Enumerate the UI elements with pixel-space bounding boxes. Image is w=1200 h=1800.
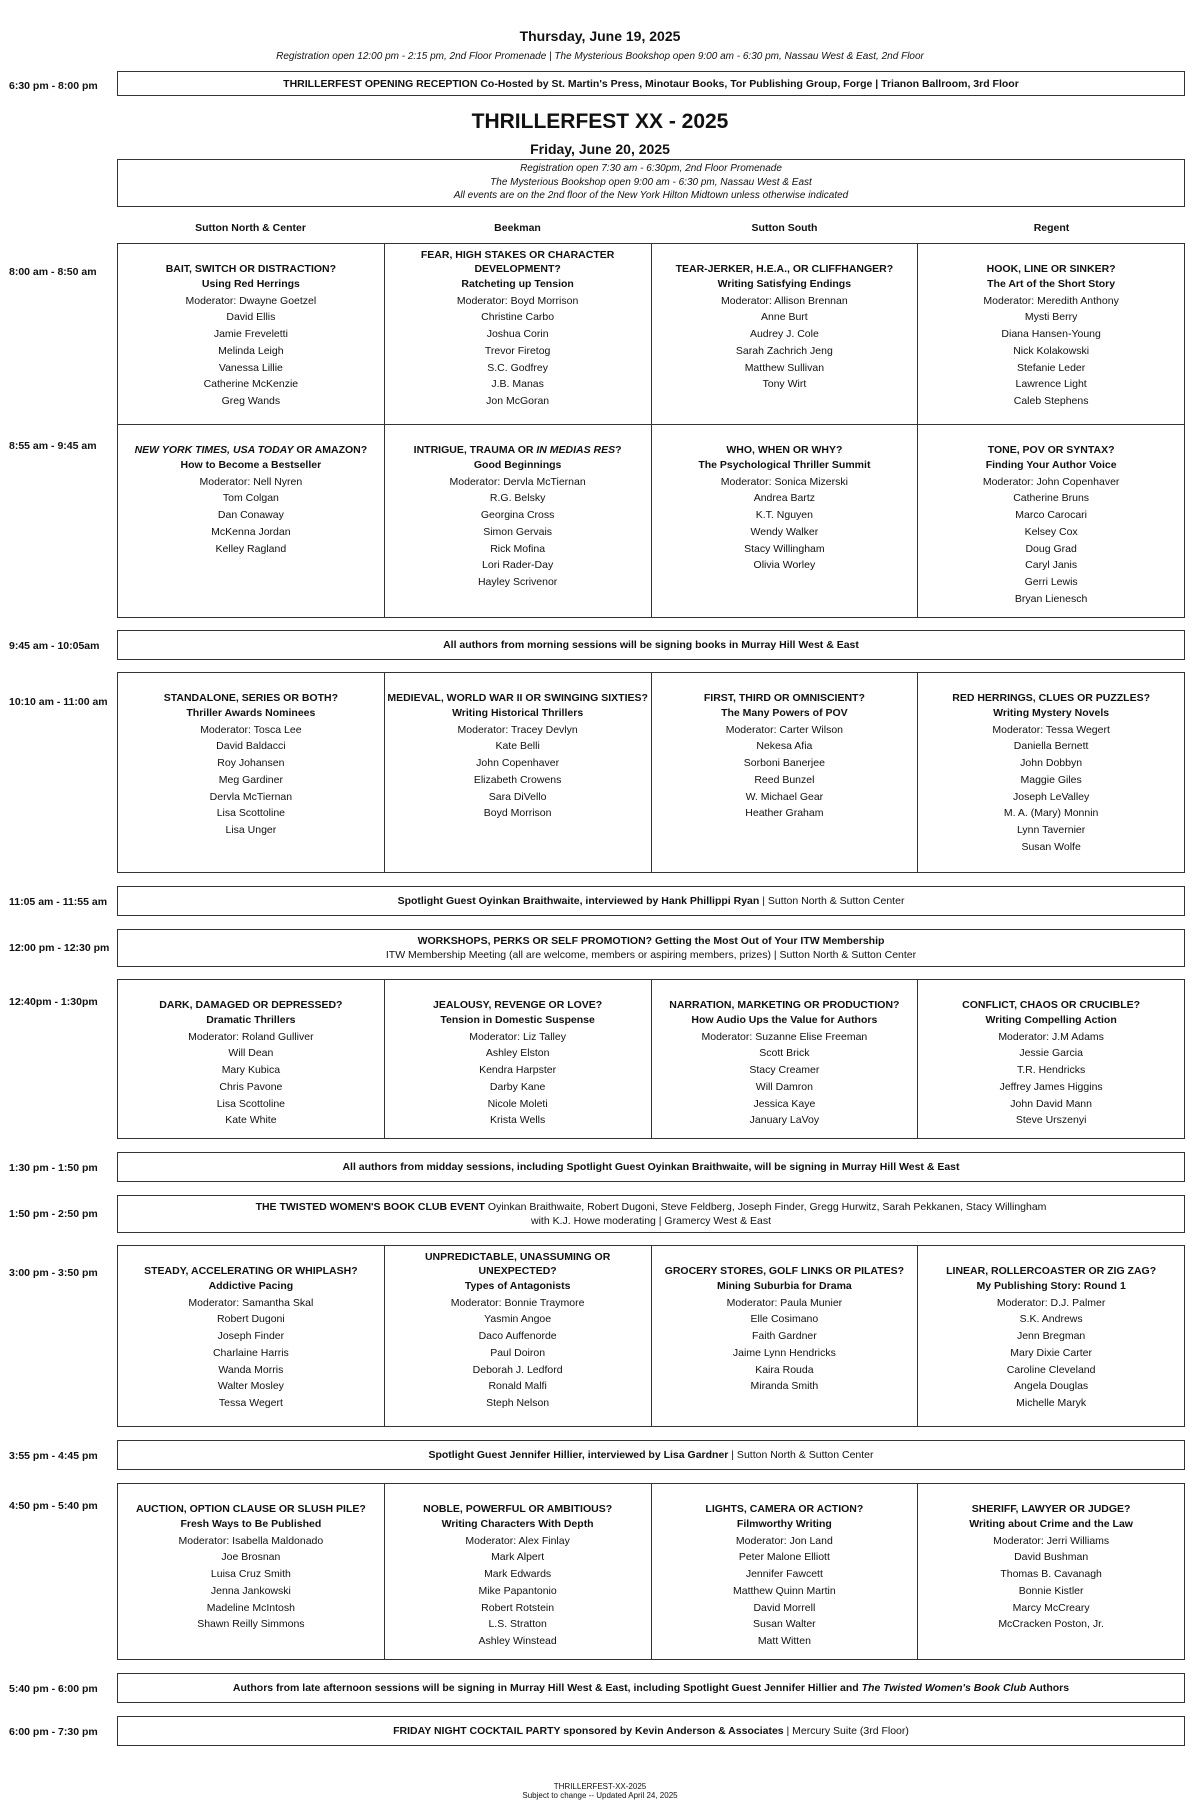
panelist: Wendy Walker (750, 525, 819, 538)
panel-moderator: Moderator: Paula Munier (726, 1296, 843, 1309)
panel-title: CONFLICT, CHAOS OR CRUCIBLE? (962, 998, 1141, 1011)
panel-title-part: INTRIGUE, TRAUMA OR (413, 443, 537, 456)
panel-title-part: OR AMAZON? (293, 443, 368, 456)
panelist: Lisa Unger (225, 823, 277, 836)
footer-updated: Subject to change -- Updated April 24, 2025 (522, 1791, 678, 1800)
panel-title: HOOK, LINE OR SINKER? (986, 262, 1116, 275)
footer (0, 1782, 1200, 1800)
panelist: Daniella Bernett (1013, 740, 1089, 753)
panelist: J.B. Manas (491, 378, 544, 391)
panel-moderator: Moderator: Tracey Devlyn (457, 723, 578, 736)
room-header: Sutton South (751, 222, 818, 234)
panelist: S.C. Godfrey (487, 361, 548, 374)
panelist: Ashley Winstead (478, 1634, 557, 1647)
panelist: Audrey J. Cole (749, 328, 819, 341)
panel-moderator: Moderator: Dervla McTiernan (449, 475, 586, 488)
thursday-date: Thursday, June 19, 2025 (519, 28, 681, 44)
panel-cell (652, 980, 919, 1138)
event-time: 1:50 pm - 2:50 pm (9, 1208, 98, 1220)
panelist: Jamie Freveletti (213, 328, 288, 341)
panel-cell (118, 1246, 385, 1426)
panelist: John Copenhaver (476, 757, 560, 770)
panelist: Joe Brosnan (221, 1551, 281, 1564)
panelist: W. Michael Gear (745, 790, 824, 803)
late-signing-club: The Twisted Women's Book Club (861, 1682, 1027, 1694)
panel-subtitle: Mining Suburbia for Drama (716, 1280, 852, 1292)
session-time: 4:50 pm - 5:40 pm (9, 1500, 98, 1512)
panel-title (118, 425, 384, 457)
event-time: 6:00 pm - 7:30 pm (9, 1726, 98, 1738)
panel-title: AUCTION, OPTION CLAUSE OR SLUSH PILE? (135, 1502, 366, 1515)
panelist: Caroline Cleveland (1006, 1363, 1096, 1376)
event-time: 12:00 pm - 12:30 pm (9, 942, 110, 954)
panelist: David Morrell (753, 1601, 816, 1614)
panel-title: TONE, POV OR SYNTAX? (987, 443, 1115, 456)
session-grid (117, 1483, 1185, 1660)
panelist: K.T. Nguyen (755, 509, 813, 522)
panelist: Elizabeth Crowens (473, 773, 562, 786)
panel-moderator: Moderator: Carter Wilson (725, 723, 844, 736)
panelist: Wanda Morris (218, 1363, 284, 1376)
panelist: Doug Grad (1025, 542, 1077, 555)
footer-title: THRILLERFEST-XX-2025 (553, 1782, 647, 1791)
panelist: Lisa Scottoline (216, 1097, 286, 1110)
event-time: 9:45 am - 10:05am (9, 640, 100, 652)
panelist: Lisa Scottoline (216, 807, 286, 820)
panelist: Melinda Leigh (218, 344, 284, 357)
panel-moderator: Moderator: Alex Finlay (465, 1534, 570, 1547)
panel-title-part: NEW YORK TIMES, USA TODAY (134, 443, 294, 456)
panelist: John David Mann (1010, 1097, 1092, 1110)
panel-title: STEADY, ACCELERATING OR WHIPLASH? (144, 1264, 358, 1277)
cocktail-party (117, 1716, 1185, 1746)
panelist: Kelley Ragland (215, 542, 287, 555)
panel-subtitle: My Publishing Story: Round 1 (976, 1280, 1126, 1292)
panel-title: GROCERY STORES, GOLF LINKS OR PILATES? (664, 1264, 905, 1277)
reception-time: 6:30 pm - 8:00 pm (9, 80, 98, 92)
festival-title: THRILLERFEST XX - 2025 (471, 110, 729, 133)
panelist: T.R. Hendricks (1016, 1064, 1086, 1077)
panelist: Lawrence Light (1015, 378, 1087, 391)
panel-cell (118, 425, 385, 617)
panel-cell (652, 425, 919, 617)
panelist: Stacy Creamer (749, 1064, 820, 1077)
spotlight-title: Spotlight Guest Oyinkan Braithwaite, interviewed by Hank Phillippi Ryan (397, 895, 760, 907)
panel-moderator: Moderator: Roland Gulliver (188, 1030, 314, 1043)
panelist: Rick Mofina (490, 542, 546, 555)
book-club-title: THE TWISTED WOMEN'S BOOK CLUB EVENT (255, 1201, 485, 1213)
book-club-event (117, 1195, 1185, 1233)
event-time: 1:30 pm - 1:50 pm (9, 1162, 98, 1174)
panel-moderator: Moderator: Boyd Morrison (456, 294, 579, 307)
panelist: Steph Nelson (486, 1396, 550, 1409)
panelist: Jeffrey James Higgins (999, 1080, 1103, 1093)
panelist: Peter Malone Elliott (738, 1551, 830, 1564)
panel-subtitle: How Audio Ups the Value for Authors (691, 1014, 878, 1026)
book-club-authors: Oyinkan Braithwaite, Robert Dugoni, Steve Feldberg, Joseph Finder, Gregg Hurwitz, Sarah Pekkanen, Stacy Willingham (484, 1201, 1047, 1213)
panel-title: BAIT, SWITCH OR DISTRACTION? (165, 262, 337, 275)
panel-subtitle: Using Red Herrings (201, 278, 300, 290)
panelist: Will Damron (755, 1080, 813, 1093)
panel-cell (118, 980, 385, 1138)
panel-subtitle: Tension in Domestic Suspense (440, 1014, 595, 1026)
panel-moderator: Moderator: Jerri Williams (993, 1534, 1110, 1547)
panelist: Greg Wands (221, 394, 281, 407)
panel-title (385, 425, 651, 457)
panel-cell (385, 673, 652, 872)
panelist: S.K. Andrews (1019, 1313, 1083, 1326)
panel-cell (652, 1246, 919, 1426)
opening-reception: THRILLERFEST OPENING RECEPTION Co-Hosted by St. Martin's Press, Minotaur Books, Tor Publishing Group, Forge | Trianon Ballroom, 3rd Floor (117, 71, 1185, 96)
panelist: Vanessa Lillie (218, 361, 283, 374)
session-time: 10:10 am - 11:00 am (9, 696, 108, 708)
panelist: Scott Brick (759, 1047, 810, 1060)
panelist: Joseph Finder (217, 1330, 285, 1343)
panel-subtitle: The Psychological Thriller Summit (698, 459, 871, 471)
panel-cell (918, 1246, 1184, 1426)
panelist: Mysti Berry (1024, 311, 1078, 324)
spotlight-location: | Sutton North & Sutton Center (759, 895, 905, 907)
panelist: Sara DiVello (488, 790, 547, 803)
panelist: Marco Carocari (1015, 509, 1088, 522)
panel-subtitle: Writing Historical Thrillers (452, 707, 584, 719)
panelist: Mike Papantonio (478, 1584, 557, 1597)
panelist: Robert Rotstein (481, 1601, 555, 1614)
panelist: Jaime Lynn Hendricks (732, 1346, 836, 1359)
friday-date: Friday, June 20, 2025 (530, 141, 670, 157)
panelist: David Ellis (226, 311, 276, 324)
panelist: Catherine Bruns (1013, 492, 1090, 505)
panelist: Yasmin Angoe (484, 1313, 552, 1326)
panelist: Tessa Wegert (218, 1396, 283, 1409)
panelist: Faith Gardner (751, 1330, 817, 1343)
panel-cell (918, 673, 1184, 872)
panelist: Marcy McCreary (1012, 1601, 1090, 1614)
panelist: L.S. Stratton (488, 1618, 547, 1631)
panel-subtitle: Dramatic Thrillers (206, 1014, 296, 1026)
panelist: Nekesa Afia (756, 740, 813, 753)
panelist: Kate White (225, 1114, 277, 1127)
panel-title-part: ? (615, 443, 622, 456)
panel-cell (385, 425, 652, 617)
panelist: January LaVoy (749, 1114, 820, 1127)
panelist: Tom Colgan (222, 492, 279, 505)
panel-subtitle: Ratcheting up Tension (461, 278, 574, 290)
panelist: Paul Doiron (490, 1346, 546, 1359)
panelist: Susan Wolfe (1021, 840, 1081, 853)
panel-moderator: Moderator: Samantha Skal (188, 1296, 314, 1309)
session-grid (117, 672, 1185, 873)
panelist: Maggie Giles (1020, 773, 1082, 786)
panel-title: FEAR, HIGH STAKES OR CHARACTER DEVELOPMENT? (420, 249, 615, 275)
panelist: Olivia Worley (753, 559, 816, 572)
panel-cell (385, 1484, 652, 1659)
panel-title: WHO, WHEN OR WHY? (726, 443, 843, 456)
panelist: Steve Urszenyi (1015, 1114, 1087, 1127)
panelist: Jenn Bregman (1016, 1330, 1086, 1343)
panelist: Ashley Elston (485, 1047, 550, 1060)
panelist: Stefanie Leder (1016, 361, 1086, 374)
panelist: Ronald Malfi (488, 1380, 547, 1393)
room-header: Regent (1033, 222, 1070, 234)
panel-subtitle: The Many Powers of POV (721, 707, 848, 719)
panel-subtitle: Writing Compelling Action (985, 1014, 1117, 1026)
panel-cell (652, 244, 919, 424)
panelist: Heather Graham (745, 807, 824, 820)
panelist: Matthew Sullivan (744, 361, 825, 374)
event-time: 3:55 pm - 4:45 pm (9, 1450, 98, 1462)
panelist: R.G. Belsky (489, 492, 546, 505)
session-grid (117, 243, 1185, 425)
panelist: Christine Carbo (481, 311, 555, 324)
panelist: Bonnie Kistler (1018, 1584, 1084, 1597)
panelist: Walter Mosley (217, 1380, 284, 1393)
panel-cell (118, 1484, 385, 1659)
panel-subtitle: How to Become a Bestseller (180, 459, 322, 471)
workshop-title: WORKSHOPS, PERKS OR SELF PROMOTION? Getting the Most Out of Your ITW Membership (417, 935, 885, 947)
panelist: McCracken Poston, Jr. (998, 1618, 1104, 1631)
panel-cell (118, 244, 385, 424)
spotlight-hillier (117, 1440, 1185, 1470)
panelist: Bryan Lienesch (1014, 592, 1088, 605)
late-signing-end: Authors (1026, 1682, 1070, 1694)
spotlight-title: Spotlight Guest Jennifer Hillier, interviewed by Lisa Gardner (428, 1449, 729, 1461)
panelist: Jon McGoran (486, 394, 550, 407)
panelist: Deborah J. Ledford (472, 1363, 563, 1376)
panel-cell (385, 244, 652, 424)
itw-workshop (117, 929, 1185, 967)
panelist: Jessica Kaye (753, 1097, 816, 1110)
panelist: Thomas B. Cavanagh (1000, 1568, 1102, 1581)
panelist: Catherine McKenzie (203, 378, 299, 391)
panelist: Anne Burt (761, 311, 808, 324)
panel-cell (118, 673, 385, 872)
book-club-detail: with K.J. Howe moderating | Gramercy West & East (530, 1215, 772, 1227)
panel-subtitle: Thriller Awards Nominees (186, 707, 316, 719)
panelist: Dan Conaway (217, 509, 284, 522)
session-time: 8:55 am - 9:45 am (9, 440, 97, 452)
panel-moderator: Moderator: Isabella Maldonado (178, 1534, 324, 1547)
panelist: David Bushman (1014, 1551, 1089, 1564)
panel-subtitle: Writing Satisfying Endings (717, 278, 852, 290)
panelist: Georgina Cross (480, 509, 555, 522)
panelist: Meg Gardiner (218, 773, 283, 786)
panel-moderator: Moderator: Liz Talley (469, 1030, 566, 1043)
panelist: Sorboni Banerjee (743, 757, 825, 770)
panel-title-part: IN MEDIAS RES (536, 443, 616, 456)
panel-subtitle: Fresh Ways to Be Published (180, 1518, 322, 1530)
panelist: Luisa Cruz Smith (210, 1568, 291, 1581)
panelist: Will Dean (228, 1047, 274, 1060)
panelist: Charlaine Harris (212, 1346, 289, 1359)
panel-title: LIGHTS, CAMERA OR ACTION? (705, 1502, 864, 1515)
panel-moderator: Moderator: Nell Nyren (199, 475, 303, 488)
session-time: 3:00 pm - 3:50 pm (9, 1267, 98, 1279)
panel-subtitle: Filmworthy Writing (736, 1518, 832, 1530)
midday-signing: All authors from midday sessions, including Spotlight Guest Oyinkan Braithwaite, will be signing in Murray Hill West & East (117, 1152, 1185, 1182)
panelist: Sarah Zachrich Jeng (735, 344, 833, 357)
panel-moderator: Moderator: Allison Brennan (721, 294, 848, 307)
panel-moderator: Moderator: Sonica Mizerski (720, 475, 848, 488)
panelist: Krista Wells (490, 1114, 546, 1127)
panelist: Jenna Jankowski (210, 1584, 291, 1597)
room-header: Beekman (494, 222, 541, 234)
panelist: Joseph LeValley (1012, 790, 1090, 803)
panel-cell (652, 673, 919, 872)
panel-subtitle: Addictive Pacing (208, 1280, 294, 1292)
panel-title: NOBLE, POWERFUL OR AMBITIOUS? (423, 1502, 613, 1515)
panelist: Diana Hansen-Young (1001, 328, 1101, 341)
panelist: David Baldacci (216, 740, 286, 753)
panelist: Nick Kolakowski (1013, 344, 1090, 357)
panelist: John Dobbyn (1020, 757, 1083, 770)
panelist: McKenna Jordan (211, 525, 291, 538)
panel-title: JEALOUSY, REVENGE OR LOVE? (433, 998, 603, 1011)
panelist: Lori Rader-Day (482, 559, 554, 572)
panel-cell (918, 425, 1184, 617)
panelist: Reed Bunzel (754, 773, 815, 786)
panelist: Angela Douglas (1014, 1380, 1089, 1393)
panel-subtitle: Writing Mystery Novels (993, 707, 1110, 719)
panelist: Nicole Moleti (487, 1097, 548, 1110)
panel-subtitle: The Art of the Short Story (987, 278, 1116, 290)
panelist: Michelle Maryk (1016, 1396, 1087, 1409)
panel-cell (918, 1484, 1184, 1659)
panelist: Caleb Stephens (1013, 394, 1089, 407)
panelist: Mark Edwards (484, 1568, 552, 1581)
panelist: Matthew Quinn Martin (733, 1584, 836, 1597)
event-time: 11:05 am - 11:55 am (9, 896, 108, 908)
panel-title: RED HERRINGS, CLUES OR PUZZLES? (952, 691, 1150, 704)
party-location: | Mercury Suite (3rd Floor) (783, 1725, 909, 1737)
panel-subtitle: Finding Your Author Voice (985, 459, 1117, 471)
panel-title: FIRST, THIRD OR OMNISCIENT? (703, 691, 865, 704)
session-grid (117, 1245, 1185, 1427)
panelist: Gerri Lewis (1024, 575, 1078, 588)
panel-moderator: Moderator: Bonnie Traymore (450, 1296, 585, 1309)
panelist: M. A. (Mary) Monnin (1003, 807, 1099, 820)
info-line: All events are on the 2nd floor of the New York Hilton Midtown unless otherwise indicated (453, 190, 849, 201)
panelist: Chris Pavone (219, 1080, 283, 1093)
panel-moderator: Moderator: Tosca Lee (200, 723, 302, 736)
panelist: Simon Gervais (483, 525, 553, 538)
panelist: Elle Cosimano (750, 1313, 819, 1326)
panel-subtitle: Writing about Crime and the Law (969, 1518, 1133, 1530)
panelist: Roy Johansen (217, 757, 285, 770)
panelist: Mark Alpert (491, 1551, 545, 1564)
panelist: Joshua Corin (486, 328, 549, 341)
room-header: Sutton North & Center (195, 222, 306, 234)
panel-subtitle: Writing Characters With Depth (441, 1518, 594, 1530)
panel-moderator: Moderator: John Copenhaver (982, 475, 1120, 488)
panelist: Trevor Firetog (484, 344, 551, 357)
panelist: Jennifer Fawcett (745, 1568, 823, 1581)
panelist: Kendra Harpster (479, 1064, 557, 1077)
late-signing-text: Authors from late afternoon sessions will be signing in Murray Hill West & East, including Spotlight Guest Jennifer Hillier and (232, 1682, 862, 1694)
panel-cell (918, 980, 1184, 1138)
panel-cell (385, 1246, 652, 1426)
panel-subtitle: Types of Antagonists (464, 1280, 571, 1292)
panel-title: LINEAR, ROLLERCOASTER OR ZIG ZAG? (946, 1264, 1157, 1277)
friday-info (117, 159, 1185, 207)
panelist: Dervla McTiernan (209, 790, 293, 803)
panel-moderator: Moderator: Jon Land (735, 1534, 833, 1547)
spotlight-braithwaite (117, 886, 1185, 916)
panel-subtitle: Good Beginnings (473, 459, 562, 471)
panel-title: NARRATION, MARKETING OR PRODUCTION? (669, 998, 900, 1011)
panelist: Kaira Rouda (755, 1363, 814, 1376)
panelist: Miranda Smith (750, 1380, 819, 1393)
panelist: Kate Belli (495, 740, 540, 753)
panel-title: UNPREDICTABLE, UNASSUMING OR UNEXPECTED? (424, 1251, 611, 1277)
info-line: Registration open 7:30 am - 6:30pm, 2nd Floor Promenade (520, 163, 782, 174)
panelist: Madeline McIntosh (206, 1601, 295, 1614)
session-grid (117, 979, 1185, 1139)
panelist: Shawn Reilly Simmons (197, 1618, 305, 1631)
panel-cell (385, 980, 652, 1138)
panel-title: TEAR-JERKER, H.E.A., OR CLIFFHANGER? (675, 262, 894, 275)
panelist: Andrea Bartz (753, 492, 816, 505)
late-signing (117, 1673, 1185, 1703)
panel-moderator: Moderator: Suzanne Elise Freeman (701, 1030, 868, 1043)
panel-moderator: Moderator: Meredith Anthony (983, 294, 1119, 307)
info-line: The Mysterious Bookshop open 9:00 am - 6:30 pm, Nassau West & East (490, 176, 812, 188)
panelist: Daco Auffenorde (478, 1330, 557, 1343)
panel-title: DARK, DAMAGED OR DEPRESSED? (159, 998, 343, 1011)
session-time: 8:00 am - 8:50 am (9, 266, 97, 278)
panel-moderator: Moderator: D.J. Palmer (996, 1296, 1106, 1309)
panel-cell (918, 244, 1184, 424)
panel-moderator: Moderator: J.M Adams (998, 1030, 1104, 1043)
panelist: Kelsey Cox (1024, 525, 1078, 538)
panelist: Boyd Morrison (483, 807, 552, 820)
event-time: 5:40 pm - 6:00 pm (9, 1683, 98, 1695)
thursday-registration: Registration open 12:00 pm - 2:15 pm, 2nd Floor Promenade | The Mysterious Bookshop open 9:00 am - 6:30 pm, Nassau West & East, 2nd Floor (276, 51, 924, 62)
panelist: Matt Witten (757, 1634, 811, 1647)
panelist: Stacy Willingham (744, 542, 825, 555)
panelist: Mary Kubica (221, 1064, 281, 1077)
panel-moderator: Moderator: Dwayne Goetzel (185, 294, 317, 307)
panel-title: MEDIEVAL, WORLD WAR II OR SWINGING SIXTIES? (387, 691, 648, 704)
panelist: Jessie Garcia (1019, 1047, 1083, 1060)
workshop-detail: ITW Membership Meeting (all are welcome, members or aspiring members, prizes) | Sutton North & Sutton Center (385, 949, 917, 961)
spotlight-location: | Sutton North & Sutton Center (728, 1449, 874, 1461)
panel-cell (652, 1484, 919, 1659)
panelist: Tony Wirt (762, 378, 807, 391)
session-grid (117, 424, 1185, 618)
session-time: 12:40pm - 1:30pm (9, 996, 98, 1008)
party-title: FRIDAY NIGHT COCKTAIL PARTY sponsored by Kevin Anderson & Associates (393, 1725, 784, 1737)
panelist: Darby Kane (489, 1080, 546, 1093)
panelist: Caryl Janis (1025, 559, 1078, 572)
panelist: Lynn Tavernier (1016, 823, 1086, 836)
panel-title: SHERIFF, LAWYER OR JUDGE? (971, 1502, 1131, 1515)
panelist: Susan Walter (753, 1618, 816, 1631)
morning-signing: All authors from morning sessions will be signing books in Murray Hill West & East (117, 630, 1185, 660)
panelist: Robert Dugoni (217, 1313, 285, 1326)
panelist: Hayley Scrivenor (477, 575, 558, 588)
panel-title: STANDALONE, SERIES OR BOTH? (163, 691, 338, 704)
panelist: Mary Dixie Carter (1010, 1346, 1092, 1359)
panel-moderator: Moderator: Tessa Wegert (992, 723, 1110, 736)
